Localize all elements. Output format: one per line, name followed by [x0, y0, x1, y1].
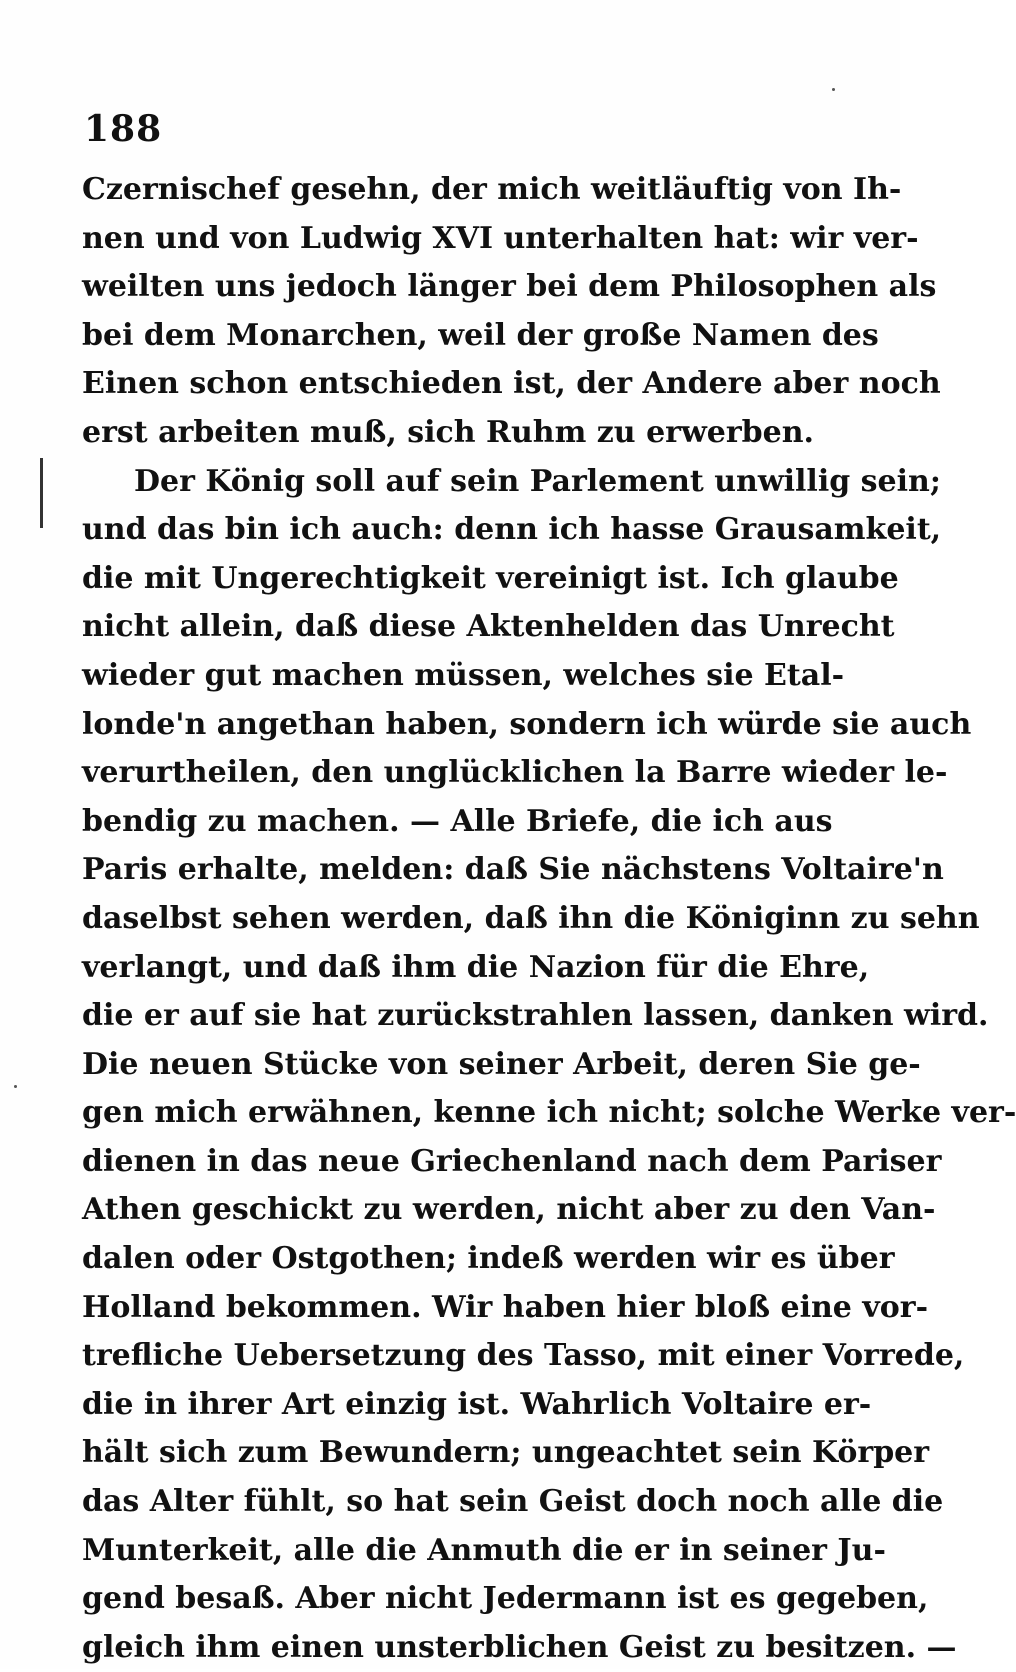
text-line: die mit Ungerechtigkeit vereinigt ist. Ich glaube — [82, 560, 899, 596]
text-line: Die neuen Stücke von seiner Arbeit, deren Sie ge- — [82, 1046, 921, 1082]
margin-mark — [40, 458, 43, 528]
text-line: Holland bekommen. Wir haben hier bloß eine vor- — [82, 1289, 929, 1325]
text-line: die in ihrer Art einzig ist. Wahrlich Voltaire er- — [82, 1386, 872, 1422]
text-line: Czernischef gesehn, der mich weitläuftig von Ih- — [82, 172, 902, 207]
text-line: gend besaß. Aber nicht Jedermann ist es gegeben, — [82, 1581, 929, 1617]
text-line: das Alter fühlt, so hat sein Geist doch noch alle die — [82, 1484, 944, 1520]
text-line: und das bin ich auch: denn ich hasse Grausamkeit, — [82, 512, 942, 548]
text-line: Einen schon entschieden ist, der Andere aber noch — [82, 366, 941, 402]
text-line: trefliche Uebersetzung des Tasso, mit einer Vorrede, — [82, 1338, 965, 1374]
text-line: daselbst sehen werden, daß ihn die Königinn zu sehn — [82, 900, 980, 936]
text-line: verlangt, und daß ihm die Nazion für die Ehre, — [82, 949, 870, 985]
text-line: weilten uns jedoch länger bei dem Philosophen als — [82, 269, 937, 305]
text-line: londe'n angethan haben, sondern ich würde sie auch — [82, 706, 972, 742]
text-line: verurtheilen, den unglücklichen la Barre wieder le- — [82, 755, 948, 791]
text-line: dienen in das neue Griechenland nach dem Pariser — [82, 1143, 942, 1179]
text-line: nen und von Ludwig XVI unterhalten hat: wir ver- — [82, 220, 919, 256]
paper-speck — [832, 88, 835, 91]
text-line: Athen geschickt zu werden, nicht aber zu den Van- — [82, 1192, 936, 1228]
body-text — [82, 166, 1016, 1672]
text-line: hält sich zum Bewundern; ungeachtet sein Körper — [82, 1435, 930, 1471]
paper-speck — [14, 1085, 17, 1088]
text-line: Munterkeit, alle die Anmuth die er in seiner Ju- — [82, 1532, 886, 1568]
text-line: bei dem Monarchen, weil der große Namen des — [82, 317, 879, 353]
text-line: Paris erhalte, melden: daß Sie nächstens Voltaire'n — [82, 852, 944, 888]
page-number: 188 — [84, 108, 163, 150]
paragraph-first-line: Der König soll auf sein Parlement unwillig sein; — [134, 463, 941, 499]
text-line: dalen oder Ostgothen; indeß werden wir es über — [82, 1241, 895, 1277]
text-line: die er auf sie hat zurückstrahlen lassen, danken wird. — [82, 998, 989, 1034]
text-line: erst arbeiten muß, sich Ruhm zu erwerben. — [82, 414, 814, 450]
text-line: bendig zu machen. — Alle Briefe, die ich aus — [82, 803, 833, 839]
text-line: gleich ihm einen unsterblichen Geist zu besitzen. — — [82, 1629, 957, 1665]
text-line: wieder gut machen müssen, welches sie Etal- — [82, 657, 845, 693]
text-line: gen mich erwähnen, kenne ich nicht; solche Werke ver- — [82, 1095, 1016, 1131]
text-line: nicht allein, daß diese Aktenhelden das Unrecht — [82, 609, 895, 645]
